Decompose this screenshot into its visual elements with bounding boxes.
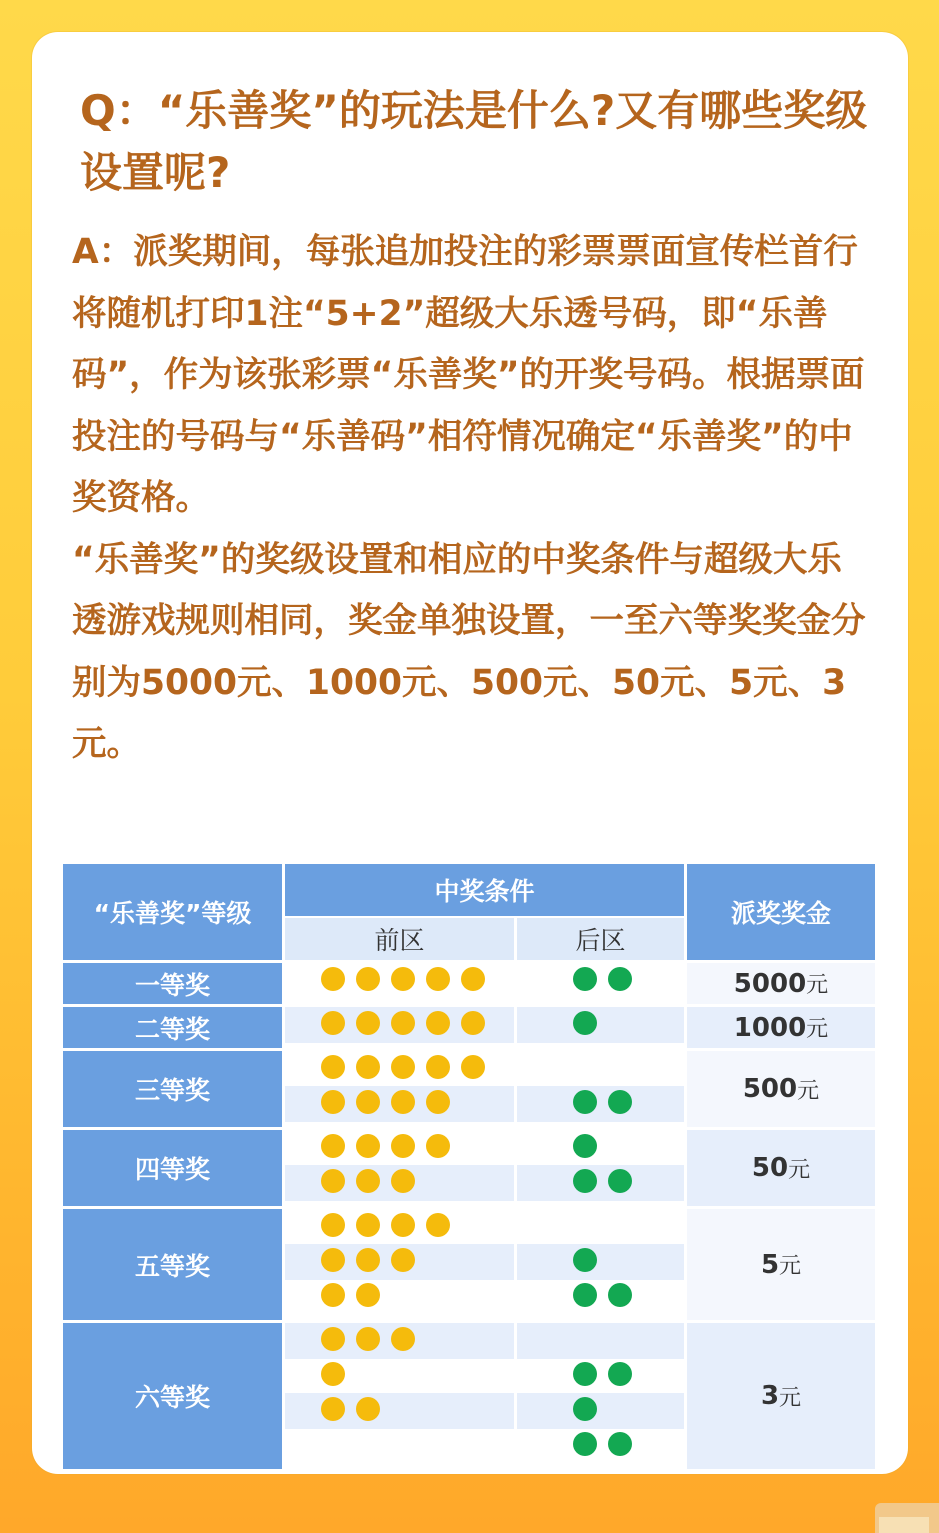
prize-table xyxy=(63,864,875,1427)
front-balls xyxy=(321,1134,450,1158)
front-balls xyxy=(321,1213,450,1237)
front-balls xyxy=(321,967,485,991)
front-balls xyxy=(321,1362,345,1386)
front-balls xyxy=(321,1011,485,1035)
prize-value: 500 xyxy=(742,1074,798,1104)
back-ball xyxy=(573,1134,597,1158)
front-ball xyxy=(461,1055,485,1079)
back-balls xyxy=(573,1432,632,1456)
front-balls xyxy=(321,1248,415,1272)
level-cell: 五等奖 xyxy=(63,1209,282,1320)
front-ball xyxy=(321,1397,345,1421)
prize-value: 3 xyxy=(760,1381,780,1411)
back-ball xyxy=(573,1011,597,1035)
front-ball xyxy=(426,1055,450,1079)
back-ball xyxy=(573,1432,597,1456)
front-ball xyxy=(426,1090,450,1114)
front-balls xyxy=(321,1055,485,1079)
back-balls xyxy=(573,1362,632,1386)
front-ball xyxy=(321,1134,345,1158)
front-ball xyxy=(356,1213,380,1237)
front-ball xyxy=(391,1134,415,1158)
back-balls xyxy=(573,1283,632,1307)
back-ball xyxy=(608,1090,632,1114)
front-ball xyxy=(391,1248,415,1272)
front-ball xyxy=(391,1213,415,1237)
front-ball xyxy=(391,1055,415,1079)
back-ball xyxy=(573,1397,597,1421)
prize-cell xyxy=(687,1323,875,1469)
back-ball xyxy=(573,1090,597,1114)
back-balls xyxy=(573,1397,597,1421)
prize-unit: 元 xyxy=(779,1254,802,1279)
front-ball xyxy=(391,1327,415,1351)
back-ball xyxy=(573,1283,597,1307)
prize-value: 50 xyxy=(751,1153,789,1183)
back-balls xyxy=(573,1248,597,1272)
prize-cell xyxy=(687,1209,875,1320)
back-ball xyxy=(608,1283,632,1307)
front-ball xyxy=(426,967,450,991)
header-condition: 中奖条件 xyxy=(285,864,684,916)
header-front: 前区 xyxy=(285,918,514,960)
front-ball xyxy=(356,1090,380,1114)
header-prize: 派奖奖金 xyxy=(687,864,875,960)
content-card xyxy=(32,32,908,1474)
front-ball xyxy=(321,1090,345,1114)
level-cell: 三等奖 xyxy=(63,1051,282,1127)
front-ball xyxy=(426,1213,450,1237)
front-balls xyxy=(321,1283,380,1307)
front-ball xyxy=(461,967,485,991)
answer-paragraph-2: “乐善奖”的奖级设置和相应的中奖条件与超级大乐透游戏规则相同，奖金单独设置，一至六等奖奖金分别为5000元、1000元、500元、50元、5元、3元。 xyxy=(72,539,866,764)
front-ball xyxy=(356,1397,380,1421)
prize-value: 5 xyxy=(760,1249,780,1280)
front-ball xyxy=(356,1011,380,1035)
front-balls xyxy=(321,1090,450,1114)
back-ball xyxy=(573,1169,597,1193)
prize-cell xyxy=(687,1130,875,1206)
back-ball xyxy=(608,1362,632,1386)
prize-cell xyxy=(687,963,875,1004)
prize-value: 5000 xyxy=(733,968,807,999)
corner-decoration-light xyxy=(879,1517,929,1533)
prize-value: 1000 xyxy=(733,1012,807,1043)
prize-cell xyxy=(687,1007,875,1048)
level-cell: 六等奖 xyxy=(63,1323,282,1469)
answer-text xyxy=(72,222,872,776)
back-ball xyxy=(573,1362,597,1386)
front-ball xyxy=(356,1248,380,1272)
back-balls xyxy=(573,1090,632,1114)
question-heading: Q：“乐善奖”的玩法是什么?又有哪些奖级设置呢? xyxy=(80,86,868,197)
front-ball xyxy=(321,1283,345,1307)
row-band xyxy=(517,1323,684,1359)
level-cell: 二等奖 xyxy=(63,1007,282,1048)
level-cell: 一等奖 xyxy=(63,963,282,1004)
back-balls xyxy=(573,967,632,991)
front-ball xyxy=(321,1362,345,1386)
header-level: “乐善奖”等级 xyxy=(63,864,282,960)
level-cell: 四等奖 xyxy=(63,1130,282,1206)
row-band xyxy=(285,1393,514,1429)
front-ball xyxy=(356,1169,380,1193)
front-ball xyxy=(391,1011,415,1035)
front-ball xyxy=(426,1134,450,1158)
back-ball xyxy=(608,1432,632,1456)
prize-unit: 元 xyxy=(806,1017,829,1042)
back-ball xyxy=(573,967,597,991)
front-ball xyxy=(461,1011,485,1035)
row-band xyxy=(517,1007,684,1043)
back-balls xyxy=(573,1134,597,1158)
front-balls xyxy=(321,1397,380,1421)
back-ball xyxy=(608,1169,632,1193)
front-balls xyxy=(321,1169,415,1193)
front-ball xyxy=(356,1283,380,1307)
front-ball xyxy=(321,967,345,991)
front-ball xyxy=(426,1011,450,1035)
prize-unit: 元 xyxy=(797,1078,820,1104)
front-ball xyxy=(391,1169,415,1193)
front-ball xyxy=(321,1327,345,1351)
prize-cell xyxy=(687,1051,875,1127)
prize-unit: 元 xyxy=(788,1157,811,1183)
front-ball xyxy=(321,1055,345,1079)
answer-paragraph-1: A：派奖期间，每张追加投注的彩票票面宣传栏首行将随机打印1注“5+2”超级大乐透号码，即“乐善码”，作为该张彩票“乐善奖”的开奖号码。根据票面投注的号码与“乐善码”相符情况确定“乐善奖”的中奖资格。 xyxy=(72,232,865,518)
front-ball xyxy=(356,1055,380,1079)
back-balls xyxy=(573,1011,597,1035)
front-ball xyxy=(321,1213,345,1237)
prize-unit: 元 xyxy=(779,1385,802,1411)
front-ball xyxy=(321,1169,345,1193)
row-band xyxy=(517,1244,684,1280)
back-ball xyxy=(573,1248,597,1272)
back-ball xyxy=(608,967,632,991)
front-ball xyxy=(321,1011,345,1035)
front-ball xyxy=(391,1090,415,1114)
front-ball xyxy=(356,1134,380,1158)
front-balls xyxy=(321,1327,415,1351)
row-band xyxy=(517,1393,684,1429)
back-balls xyxy=(573,1169,632,1193)
front-ball xyxy=(321,1248,345,1272)
front-ball xyxy=(356,1327,380,1351)
prize-unit: 元 xyxy=(806,973,829,998)
front-ball xyxy=(356,967,380,991)
front-ball xyxy=(391,967,415,991)
header-back: 后区 xyxy=(517,918,684,960)
